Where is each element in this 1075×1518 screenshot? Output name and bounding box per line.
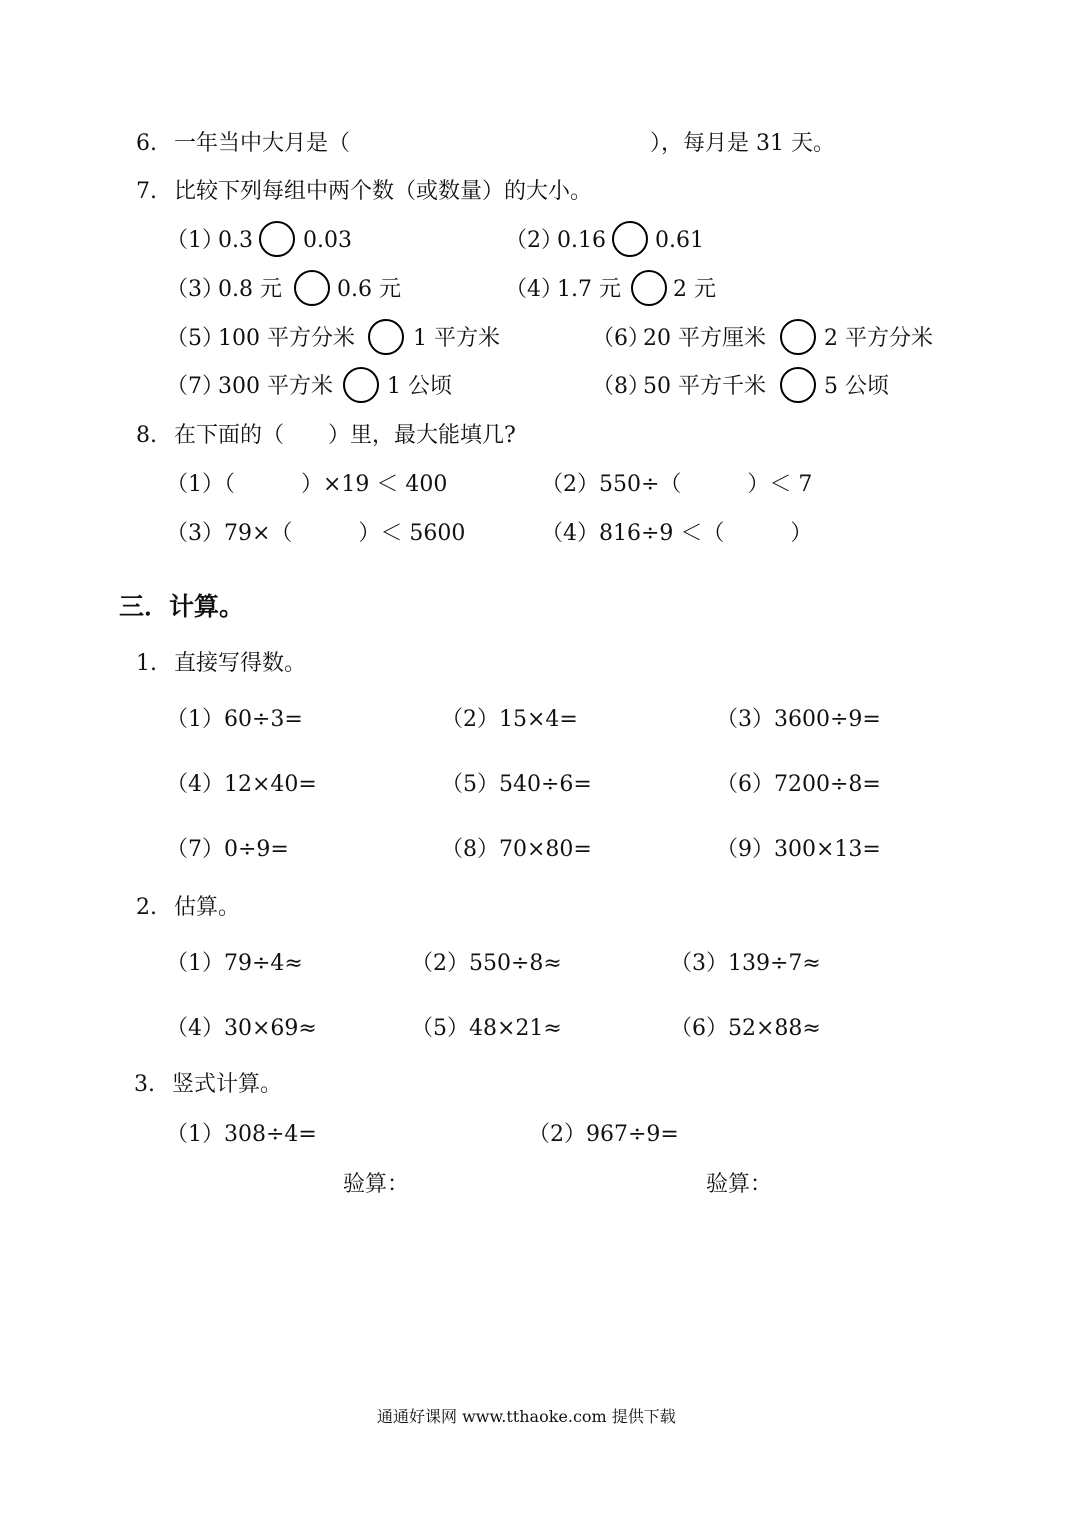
vertical-calc-item: （1）308÷4= (166, 1122, 317, 1147)
q7-item-2-right: 0.61 (655, 228, 704, 253)
p1-text: 直接写得数。 (174, 651, 307, 676)
q7-item-2-left: 0.16 (557, 228, 606, 253)
q7-item-4-right: 2 元 (673, 277, 716, 302)
q7-item-6-label: （6） (592, 326, 650, 351)
p1-number: 1. (136, 651, 157, 676)
q7-item-3-label: （3） (166, 277, 224, 302)
comparison-circle[interactable] (294, 270, 330, 306)
mental-math-item: （9）300×13= (716, 837, 881, 862)
q7-item-8-left: 50 平方千米 (643, 374, 766, 399)
q7-item-4-label: （4） (505, 277, 563, 302)
q6-number: 6. (136, 131, 157, 156)
section-title: 三．计算。 (119, 592, 245, 621)
q7-item-6-left: 20 平方厘米 (643, 326, 766, 351)
q8-item: （2）550÷（ ）＜ 7 (541, 472, 813, 497)
q7-item-5-left: 100 平方分米 (218, 326, 355, 351)
q7-item-1-label: （1） (166, 228, 224, 253)
q7-item-7-right: 1 公顷 (387, 374, 452, 399)
mental-math-item: （6）7200÷8= (716, 772, 881, 797)
estimate-item: （3）139÷7≈ (670, 951, 821, 976)
q7-item-3-left: 0.8 元 (218, 277, 282, 302)
mental-math-item: （4）12×40= (166, 772, 317, 797)
q7-item-6-right: 2 平方分米 (824, 326, 933, 351)
q7-item-1-right: 0.03 (303, 228, 352, 253)
p3-text: 竖式计算。 (172, 1072, 283, 1097)
q8-item: （1）（ ）×19 ＜ 400 (166, 472, 448, 497)
comparison-circle[interactable] (780, 319, 816, 355)
q7-item-5-label: （5） (166, 326, 224, 351)
q8-item: （4）816÷9 ＜（ ） (541, 521, 813, 546)
q7-item-1-left: 0.3 (218, 228, 253, 253)
check-label: 验算： (706, 1172, 773, 1197)
comparison-circle[interactable] (612, 221, 648, 257)
comparison-circle[interactable] (259, 221, 295, 257)
q8-number: 8. (136, 423, 157, 448)
q7-item-2-label: （2） (505, 228, 563, 253)
q7-item-8-label: （8） (592, 374, 650, 399)
mental-math-item: （7）0÷9= (166, 837, 289, 862)
q7-text: 比较下列每组中两个数（或数量）的大小。 (174, 179, 593, 204)
mental-math-item: （1）60÷3= (166, 707, 303, 732)
q7-item-7-left: 300 平方米 (218, 374, 333, 399)
q7-item-4-left: 1.7 元 (557, 277, 621, 302)
footer-text: 通通好课网 www.tthaoke.com 提供下载 (377, 1407, 676, 1426)
comparison-circle[interactable] (780, 367, 816, 403)
q7-item-3-right: 0.6 元 (337, 277, 401, 302)
q8-text: 在下面的（ ）里，最大能填几? (174, 423, 516, 448)
estimate-item: （6）52×88≈ (670, 1016, 821, 1041)
check-label: 验算： (343, 1172, 410, 1197)
estimate-item: （1）79÷4≈ (166, 951, 303, 976)
mental-math-item: （3）3600÷9= (716, 707, 881, 732)
mental-math-item: （5）540÷6= (441, 772, 592, 797)
q8-item: （3）79×（ ）＜ 5600 (166, 521, 466, 546)
q7-item-7-label: （7） (166, 374, 224, 399)
q7-item-5-right: 1 平方米 (413, 326, 500, 351)
mental-math-item: （8）70×80= (441, 837, 592, 862)
q7-item-8-right: 5 公顷 (824, 374, 889, 399)
comparison-circle[interactable] (631, 270, 667, 306)
estimate-item: （4）30×69≈ (166, 1016, 317, 1041)
comparison-circle[interactable] (343, 367, 379, 403)
q6-text-end: ），每月是 31 天。 (650, 131, 835, 156)
estimate-item: （2）550÷8≈ (411, 951, 562, 976)
p2-text: 估算。 (174, 895, 241, 920)
q7-number: 7. (136, 179, 157, 204)
estimate-item: （5）48×21≈ (411, 1016, 562, 1041)
q6-text: 一年当中大月是（ (174, 131, 351, 156)
p3-number: 3. (134, 1072, 155, 1097)
vertical-calc-item: （2）967÷9= (528, 1122, 679, 1147)
p2-number: 2. (136, 895, 157, 920)
comparison-circle[interactable] (368, 319, 404, 355)
mental-math-item: （2）15×4= (441, 707, 578, 732)
